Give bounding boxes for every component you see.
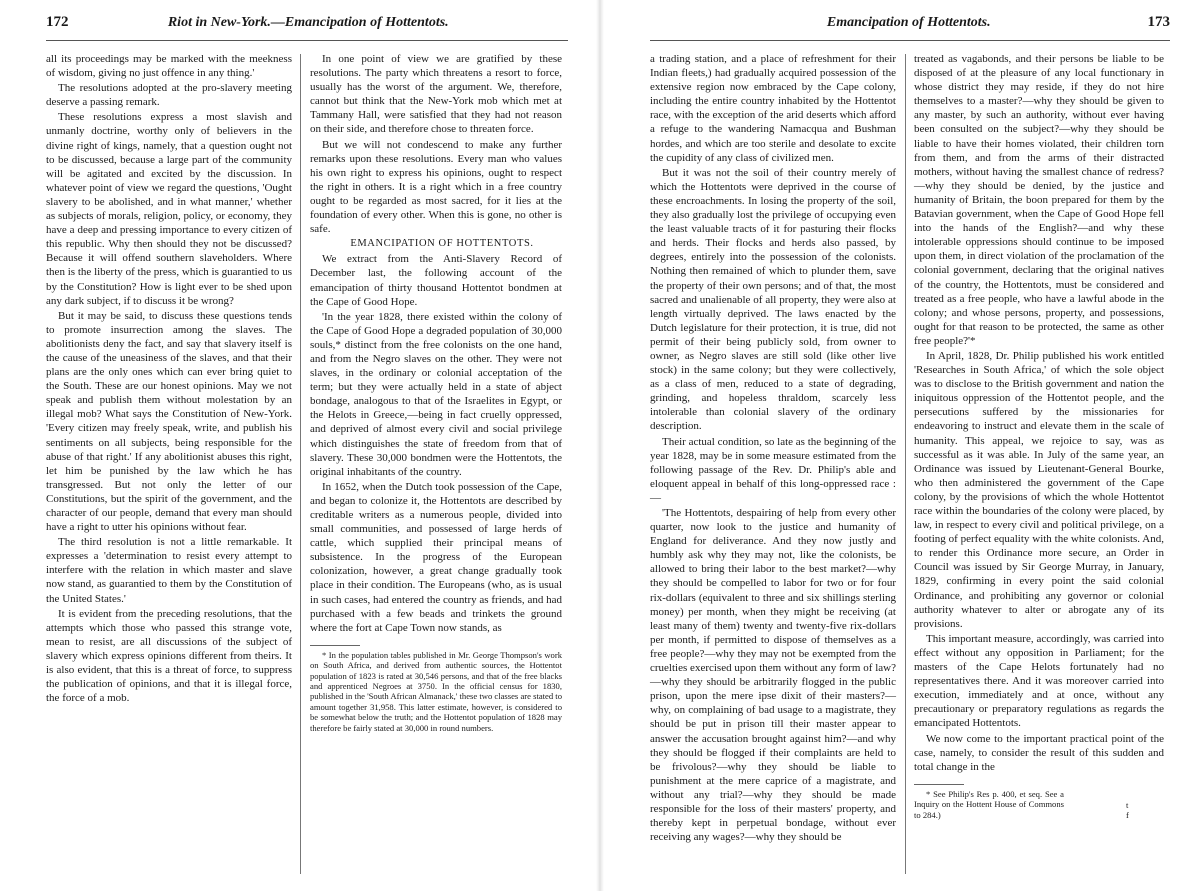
margin-mark: t <box>1126 800 1129 810</box>
left-column-1 <box>46 52 292 706</box>
article-heading: EMANCIPATION OF HOTTENTOTS. <box>350 238 534 250</box>
running-head: Riot in New-York.—Emancipation of Hottentots. <box>167 15 449 30</box>
left-page-header <box>46 14 568 41</box>
footnote: * See Philip's Res p. 400, et seq. See a Inquiry on the Hottent House of Commons to 284.) <box>914 788 1064 820</box>
margin-marks <box>1126 800 1196 821</box>
paragraph: In 1652, when the Dutch took possession of the Cape, and began to colonize it, the Hottentots are described by creditable writers as a numerous people, divided into small communities, and possessed of large herds of cattle, which supplied their principal means of subsistence. In the progress of the European colonization, however, a great change gradually took place in their condition. The Europeans (who, as is usual in such cases, had entered the country as friends, and had purchased with a few beads and trinkets the ground where the fort at Cape Town now stands, as <box>310 480 562 634</box>
paragraph: We extract from the Anti-Slavery Record of December last, the following account of the emancipation of thirty thousand Hottentot bondmen at the Cape of Good Hope. <box>310 253 562 308</box>
paragraph: 'In the year 1828, there existed within the colony of the Cape of Good Hope a degraded population of 30,000 souls,* distinct from the free colonists on the one hand, and from the Negro slaves on the other. They were not slaves, in the ordinary or colonial acceptation of the term; but they were actually held in a state of abject bondage, analogous to that of the Israelites in Egypt, or the Helots in Greece,—being in fact cruelly oppressed, and deprived of almost every civil and social privilege which distinguishes the state of freedom from that of slavery. These 30,000 bondmen were the Hottentots, the original inhabitants of the country. <box>310 310 562 478</box>
paragraph: a trading station, and a place of refreshment for their Indian fleets,) had gradually acquired possession of the extensive region now embraced by the Cape colony, including the entire country inhabited by the Hottentot race, with the exception of the arid deserts which afford a refuge to the wandering Namacqua and Bushman hordes, and which are too sterile and desolate to excite the cupidity of any class of civilized men. <box>650 53 896 164</box>
margin-mark: f <box>1126 810 1129 821</box>
footnote-rule <box>914 784 964 785</box>
paragraph: The third resolution is not a little remarkable. It expresses a 'determination to resist every attempt to interfere with the relation in which master and slave now stand, as guarantied to them by the Constitution of the United States.' <box>46 536 292 605</box>
paragraph: But it may be said, to discuss these questions tends to promote insurrection among the slaves. The abolitionists deny the fact, and say that slavery itself is the cause of the uneasiness of the slaves, and that their plans are the only ones which can ever bring quiet to the South. These are our honest opinions. May we not speak and publish them without molestation by an illegal mob? What says the Constitution of New-York. 'Every citizen may freely speak, write, and publish his sentiments on all subjects, being responsible for the abuse of that right.' If any abolitionist abuses this right, let him be punished by the law which he has transgressed. But not only the letter of our Constitutions, but the spirit of the government, and the character of our people, demand that every man should have a right to utter his opinions without fear. <box>46 309 292 534</box>
paragraph: 'The Hottentots, despairing of help from every other quarter, now look to the justice and humanity of England for deliverance. And they now justly and humbly ask why they may not, like the colonists, be allowed to bring their labor to the best market?—why they should be compelled to labor for two or for four rix-dollars (equivalent to three and six shillings sterling money) per month, when they might be receiving (at least many of them) twenty and twenty-five rix-dollars per month, if permitted to dispose of themselves as a free people?—why they may not be exempted from the cruelties exercised upon them without any form of law?—why they should be arbitrarily flogged in the public prison, upon the mere ipse dixit of their masters?—why, on complaining of bad usage to a magistrate, they should be put in prison till their master appear to answer the accusation brought against him?—and why they should be flogged if their complaints are held to be frivolous?—why they should be liable to punishment at the mere caprice of a magistrate, and without any trial?—why they should be made responsible for the loss of their masters' property, and thereby kept in perpetual bondage, without ever receiving any wages?—why they should be <box>650 507 896 844</box>
right-page-header <box>650 14 1170 41</box>
left-column-2 <box>310 52 562 734</box>
paragraph: all its proceedings may be marked with the meekness of wisdom, giving no just offence in any thing.' <box>46 53 292 80</box>
paragraph: But we will not condescend to make any further remarks upon these resolutions. Every man who values his own right to express his opinions, ought to respect the right in others. It is a right which in a free country ought to be regarded as most sacred, for it lies at the foundation of every other. When this is gone, no other is safe. <box>310 138 562 236</box>
column-rule <box>300 54 301 874</box>
column-rule <box>905 54 906 874</box>
paragraph: In April, 1828, Dr. Philip published his work entitled 'Researches in South Africa,' of which the sole object was to disclose to the British government and nation the iniquitous oppression of the Hottentot people, and the persecutions suffered by the missionaries for endeavoring to instruct and elevate them in the scale of humanity. This appeal, we rejoice to say, was as successful as it was able. In July of the same year, an Ordinance was issued by Lieutenant-General Bourke, who then administered the government of the Cape colony, by the provisions of which the whole Hottentot race within the boundaries of the colony were placed, by law, in respect to every civil and political privilege, on a footing of perfect equality with the white colonists. And, to render this Ordinance more secure, an Order in Council was issued by Sir George Murray, in January, 1829, confirming in every point the said colonial Ordinance, and prohibiting any governor or colonial authority whatever to alter or abrogate any of its provisions. <box>914 349 1164 630</box>
page-number: 172 <box>46 14 69 30</box>
footnote-rule <box>310 645 360 646</box>
running-head: Emancipation of Hottentots. <box>826 15 991 30</box>
page-number: 173 <box>1147 14 1170 30</box>
paragraph: We now come to the important practical point of the case, namely, to consider the result of this sudden and total change in the <box>914 732 1164 773</box>
paragraph: treated as vagabonds, and their persons be liable to be disposed of at the pleasure of any local functionary in whose district they may reside, if they do not hire themselves to a master?—why they should be given to any master, by such an authority, without ever having been consulted on the subject?—why they should be liable to have their homes violated, their children torn from them, and from the arms of their distracted mothers, without having the smallest chance of redress?—why they should be denied, by the justice and humanity of Britain, the boon prepared for them by the Batavian government, when the Cape of Good Hope fell into the hands of the English?—and why these intolerable oppressions should continue to be imposed upon them, in direct violation of the proclamation of the colonial government, declaring that the original natives of the country, the Hottentots, must be considered and treated as a free people, who have a lawful abode in the colony; and whose persons, property, and possessions, ought for that reason to be protected, the same as other free people?'* <box>914 53 1164 347</box>
footnote: * In the population tables published in Mr. George Thompson's work on South Africa, and derived from authentic sources, the Hottentot population of 1823 is rated at 30,546 persons, and that of the free blacks and apprenticed Negroes at 3750. In the official census for 1830, published in the 'South African Almanack,' these two classes are stated to amount together 31,958. This latter estimate, however, is considered to be somewhat below the truth; and the Hottentot population of 1828 may therefore be fairly stated at 30,000 in round numbers. <box>310 649 562 733</box>
paragraph: These resolutions express a most slavish and unmanly doctrine, worthy only of believers in the divine right of kings, namely, that a question ought not to be discussed, because a large part of the community will be agitated and excited by the discussion. In whatever point of view we regard the questions, 'Ought slavery to be abolished, and in what manner,' whether as subjects of morals, religion, policy, or economy, they have a deep and pressing importance to every citizen of this republic. Why then should they not be discussed? Because it will offend southern slaveholders. Where then is the liberty of the press, which is guarantied to us by the Constitution? How is light ever to be shed upon any dark subject, if to discuss it be wrong? <box>46 111 292 307</box>
right-column-1 <box>650 52 896 845</box>
paragraph: This important measure, accordingly, was carried into effect without any opposition in Parliament; for the masters of the Cape Helots fortunately had no representatives there. And it was moreover carried into execution, immediately and at once, without any precautionary or preparatory regulations as regards the emancipated Hottentots. <box>914 632 1164 730</box>
paragraph: But it was not the soil of their country merely of which the Hottentots were deprived in the course of these encroachments. In losing the property of the soil, they also gradually lost the privilege of occupying even the least valuable tracts of it for pasturing their flocks and herds. Their flocks and herds also passed, by degrees, entirely into the possession of the colonists. Nothing then remained of which to plunder them, save the property of their own persons; and of that, the most sacred and unalienable of all property, they were also at length virtually deprived. The laws enacted by the Dutch legislature for their protection, it is true, did not permit of their being publicly sold, from owner to owner, as Negro slaves are still sold (like other live stock) in the same colony; but they were collectively, as a class of men, reduced to a state of degrading, grinding, and hopeless thraldom, scarcely less intolerable than colonial slavery of the ordinary description. <box>650 166 896 433</box>
right-column-2 <box>914 52 1164 821</box>
paragraph: It is evident from the preceding resolutions, that the attempts which those who passed this strange vote, mean to resist, are all discussions of the subject of slavery which express opinions different from theirs. It is also evident, that this is a threat of force, to suppress the publication of opinions, and that it is illegal force, the force of a mob. <box>46 607 292 705</box>
paragraph: In one point of view we are gratified by these resolutions. The party which threatens a resort to force, usually has the worst of the argument. We, therefore, cannot but think that the New-York mob which met at Tammany Hall, were satisfied that they had not reason on their side, and therefore chose to threaten force. <box>310 53 562 136</box>
paragraph: Their actual condition, so late as the beginning of the year 1828, may be in some measure estimated from the following passage of the Rev. Dr. Philip's able and eloquent appeal in behalf of this long-oppressed race :— <box>650 435 896 504</box>
paragraph: The resolutions adopted at the pro-slavery meeting deserve a passing remark. <box>46 82 292 109</box>
